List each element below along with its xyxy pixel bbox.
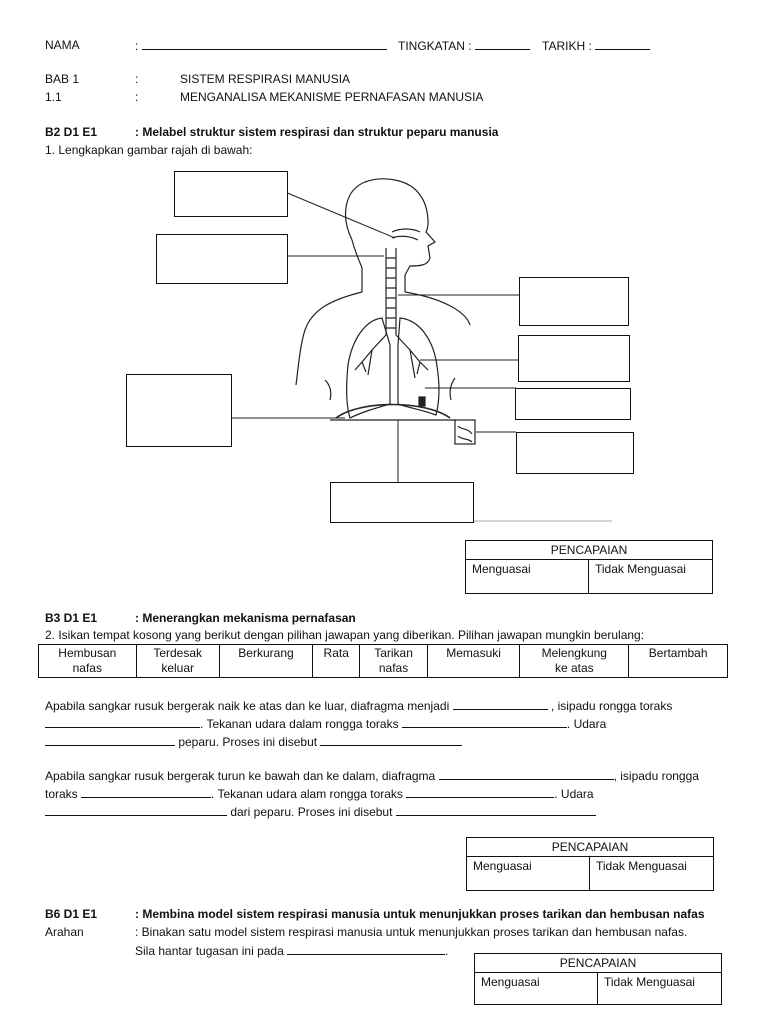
left-lung — [347, 318, 390, 418]
achievement-title: PENCAPAIAN — [475, 954, 722, 973]
achievement-title: PENCAPAIAN — [466, 541, 713, 560]
right-shoulder — [405, 292, 470, 325]
bab-title: SISTEM RESPIRASI MANUSIA — [180, 72, 351, 86]
answer-option — [39, 645, 137, 678]
option-line: nafas — [72, 661, 102, 675]
trachea — [386, 248, 396, 335]
answer-option — [520, 645, 629, 678]
option-line: Rata — [323, 646, 349, 660]
sub-code: 1.1 — [45, 90, 62, 104]
achievement-table-3 — [474, 953, 722, 1005]
mastered-cell[interactable]: Menguasai — [475, 973, 598, 1005]
arahan-text: : Binakan satu model sistem respirasi manusia untuk menunjukkan proses tarikan dan hembusan nafas. — [135, 925, 688, 939]
option-line: Berkurang — [238, 646, 294, 660]
tingkatan-label: TINGKATAN : — [398, 39, 472, 53]
achievement-table-2 — [466, 837, 714, 891]
colon: : — [135, 72, 139, 86]
colon: : — [135, 39, 139, 53]
blank-submit-date[interactable] — [287, 943, 445, 955]
answer-option — [136, 645, 219, 678]
alveolus-inset — [455, 420, 475, 444]
option-line — [631, 661, 725, 676]
section1-question: 1. Lengkapkan gambar rajah di bawah: — [45, 143, 253, 157]
option-line: keluar — [161, 661, 195, 675]
label-box-nasal-cavity[interactable] — [174, 171, 288, 217]
blank-diaphragm-1[interactable] — [453, 698, 548, 710]
answer-option — [427, 645, 519, 678]
label-box-diaphragm[interactable] — [330, 482, 474, 523]
option-line: Hembusan — [58, 646, 117, 660]
section3-title: : Membina model sistem respirasi manusia untuk menunjukkan proses tarikan dan hembusan nafas — [135, 907, 705, 921]
mastered-cell[interactable]: Menguasai — [466, 560, 589, 594]
paragraph-inhale: Apabila sangkar rusuk bergerak naik ke atas dan ke luar, diafragma menjadi , isipadu rongga toraks . Tekanan udara dalam rongga toraks . Udara peparu. Proses ini disebut — [45, 699, 673, 749]
option-line — [430, 661, 517, 676]
label-box-trachea[interactable] — [156, 234, 288, 284]
section1-code: B2 D1 E1 — [45, 125, 98, 139]
blank-pressure-2[interactable] — [406, 786, 554, 798]
achievement-title: PENCAPAIAN — [467, 838, 714, 857]
option-line: Tarikan — [374, 646, 413, 660]
blank-air-2[interactable] — [45, 804, 227, 816]
section2-question: 2. Isikan tempat kosong yang berikut dengan pilihan jawapan yang diberikan. Pilihan jawapan mungkin berulang: — [45, 628, 645, 642]
section1-title: : Melabel struktur sistem respirasi dan struktur peparu manusia — [135, 125, 499, 139]
not-mastered-cell[interactable]: Tidak Menguasai — [590, 857, 714, 891]
blank-diaphragm-2[interactable] — [439, 768, 614, 780]
bronchi — [362, 335, 420, 378]
label-box-bronchus[interactable] — [519, 277, 629, 326]
nama-label: NAMA — [45, 38, 80, 52]
left-shoulder — [296, 292, 362, 385]
tarikh-label: TARIKH : — [542, 39, 592, 53]
arahan-label: Arahan — [45, 925, 84, 939]
section2-title: : Menerangkan mekanisma pernafasan — [135, 611, 356, 625]
section3-code: B6 D1 E1 — [45, 907, 98, 921]
option-line: nafas — [378, 661, 409, 675]
answer-option — [629, 645, 728, 678]
paragraph-exhale: Apabila sangkar rusuk bergerak turun ke bawah dan ke dalam, diafragma , isipadu rongga toraks . Tekanan udara alam rongga toraks . Udara dari peparu. Proses ini disebut — [45, 769, 699, 819]
blank-volume-1[interactable] — [45, 716, 200, 728]
answer-options-table — [38, 644, 728, 678]
not-mastered-cell[interactable]: Tidak Menguasai — [589, 560, 713, 594]
answer-option — [360, 645, 428, 678]
option-line: Melengkung — [541, 646, 607, 660]
achievement-table-1 — [465, 540, 713, 594]
option-line: Bertambah — [648, 646, 708, 660]
label-box-bronchiole[interactable] — [518, 335, 630, 382]
colon: : — [135, 90, 139, 104]
option-line: ke atas — [554, 661, 594, 675]
label-box-rib[interactable] — [126, 374, 232, 447]
option-line: Terdesak — [153, 646, 203, 660]
blank-process-1[interactable] — [320, 734, 462, 746]
option-line: Memasuki — [446, 646, 501, 660]
blank-volume-2[interactable] — [81, 786, 211, 798]
blank-pressure-1[interactable] — [402, 716, 567, 728]
mastered-cell[interactable]: Menguasai — [467, 857, 590, 891]
not-mastered-cell[interactable]: Tidak Menguasai — [598, 973, 722, 1005]
option-line — [222, 661, 310, 676]
option-line — [315, 661, 357, 676]
head-outline — [346, 179, 435, 292]
label-box-alveolus[interactable] — [516, 432, 634, 474]
answer-option — [219, 645, 312, 678]
blank-process-2[interactable] — [396, 804, 596, 816]
answer-option — [313, 645, 360, 678]
blank-air-1[interactable] — [45, 734, 175, 746]
bab-code: BAB 1 — [45, 72, 80, 86]
label-box-lung[interactable] — [515, 388, 631, 420]
sub-title: MENGANALISA MEKANISME PERNAFASAN MANUSIA — [180, 90, 484, 104]
section2-code: B3 D1 E1 — [45, 611, 98, 625]
submit-line: Sila hantar tugasan ini pada . — [135, 944, 449, 958]
